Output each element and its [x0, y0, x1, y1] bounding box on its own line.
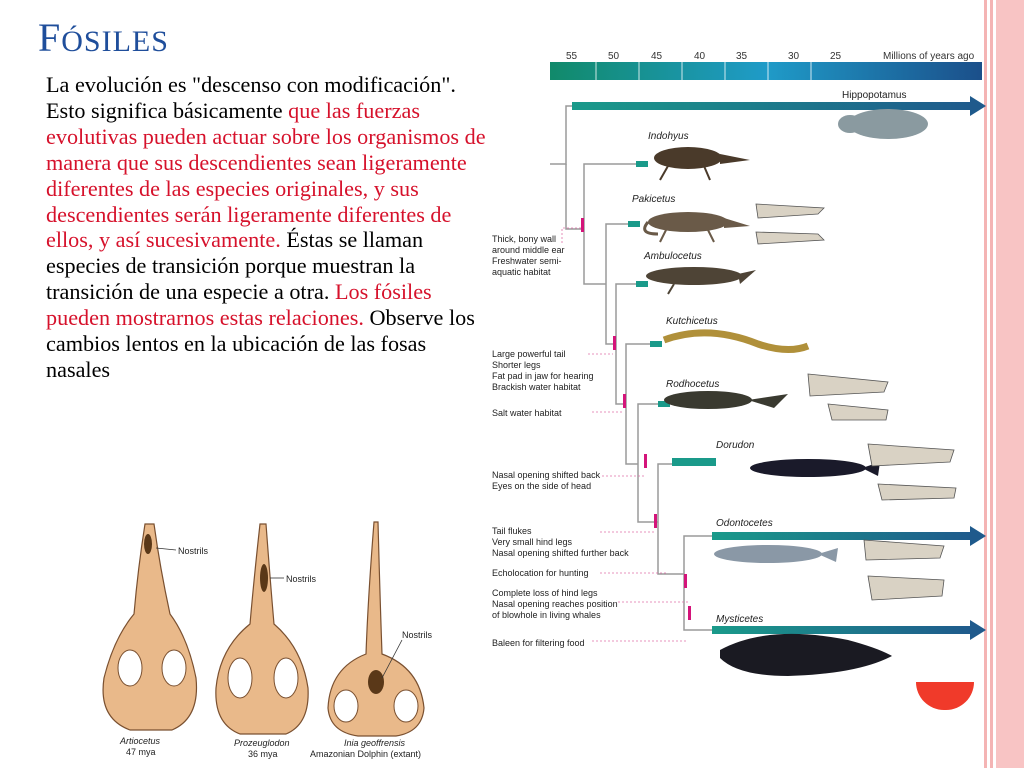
taxon-label-hippopotamus: Hippopotamus [842, 90, 907, 101]
timeline-unit-label: Millions of years ago [883, 51, 975, 62]
slide-paragraph [46, 72, 486, 383]
ambulocetus-illustration [646, 267, 756, 294]
trait-label-echolocation: Echolocation for hunting [492, 568, 589, 578]
trait-label-powerful-tail: Large powerful tail Shorter legs Fat pad in jaw for hearing Brackish water habitat [492, 349, 594, 392]
taxon-label-odontocetes: Odontocetes [716, 518, 773, 529]
paragraph-part-5: Observe los cambios lentos en la ubicación de las fosas nasales [46, 305, 475, 382]
trait-label-salt-water: Salt water habitat [492, 408, 562, 418]
tick-label: 35 [736, 51, 748, 62]
taxon-label-kutchicetus: Kutchicetus [666, 316, 718, 327]
dorudon-illustration [750, 459, 880, 477]
skull-caption-inia: Amazonian Dolphin (extant) [310, 749, 422, 759]
skull-age-prozeuglodon: 36 mya [248, 749, 278, 759]
tick-label: 40 [694, 51, 706, 62]
trait-label-baleen: Baleen for filtering food [492, 638, 585, 648]
skull-name-artiocetus: Artiocetus [120, 736, 161, 746]
timeline [550, 51, 982, 80]
indohyus-illustration [654, 147, 750, 180]
trait-label-nasal-shift: Nasal opening shifted back Eyes on the side of head [492, 470, 601, 491]
trait-label-middle-ear: Thick, bony wall around middle ear Freshwater semi- aquatic habitat [492, 234, 565, 277]
dorudon-skull-illustration [868, 444, 956, 500]
taxon-label-pakicetus: Pakicetus [632, 194, 676, 205]
nostrils-label: Nostrils [402, 630, 433, 640]
trait-label-loss-hind-legs: Complete loss of hind legs Nasal opening reaches position of blowhole in living whales [492, 588, 618, 620]
animal-illustrations [645, 147, 956, 676]
taxon-label-rodhocetus: Rodhocetus [666, 379, 720, 390]
taxon-label-dorudon: Dorudon [716, 440, 755, 451]
whale-evolution-diagram [488, 44, 988, 684]
rodhocetus-skull-illustration [808, 374, 888, 420]
odontocete-skull-illustration [864, 540, 944, 600]
artiocetus-skull [103, 524, 208, 757]
taxon-label-ambulocetus: Ambulocetus [644, 251, 702, 262]
tick-label: 50 [608, 51, 620, 62]
taxon-label-indohyus: Indohyus [648, 131, 689, 142]
skull-age-artiocetus: 47 mya [126, 747, 156, 757]
prozeuglodon-skull [216, 524, 317, 759]
odontocete-dolphin-illustration [714, 545, 838, 563]
nostrils-label: Nostrils [178, 546, 209, 556]
decorative-semicircle [916, 682, 974, 710]
inia-geoffrensis-skull [310, 522, 433, 759]
slide-border [984, 0, 1024, 768]
pakicetus-skull-illustration [756, 204, 824, 244]
kutchicetus-illustration [664, 333, 808, 350]
paragraph-part-1: La evolución es "descenso con modificación". Esto significa básicamente [46, 72, 456, 123]
slide-title: FÓSILES [38, 15, 169, 60]
nostrils-label: Nostrils [286, 574, 317, 584]
skulls-comparison-figure [90, 518, 450, 768]
tick-label: 25 [830, 51, 842, 62]
mysticete-whale-illustration [720, 634, 892, 676]
hippo-branch [572, 90, 986, 139]
tick-label: 30 [788, 51, 800, 62]
rodhocetus-illustration [664, 391, 788, 409]
trait-label-tail-flukes: Tail flukes Very small hind legs Nasal opening shifted further back [492, 526, 629, 558]
paragraph-highlight-1: que las fuerzas evolutivas pueden actuar sobre los organismos de manera que sus descendientes sean ligeramente diferentes de las especies originales, y sus descendientes serán ligeramente diferentes de ellos, y así sucesivamente. [46, 97, 486, 253]
skull-name-prozeuglodon: Prozeuglodon [234, 738, 290, 748]
paragraph-highlight-2: Los fósiles pueden mostrarnos estas relaciones. [46, 279, 432, 331]
tick-label: 45 [651, 51, 663, 62]
trait-connectors [562, 228, 688, 641]
tick-label: 55 [566, 51, 578, 62]
paragraph-part-3: Éstas se llaman especies de transición porque muestran la transición de una especie a otra. [46, 227, 424, 305]
taxon-label-mysticetes: Mysticetes [716, 614, 764, 625]
skull-name-inia: Inia geoffrensis [344, 738, 406, 748]
pakicetus-illustration [645, 212, 750, 242]
